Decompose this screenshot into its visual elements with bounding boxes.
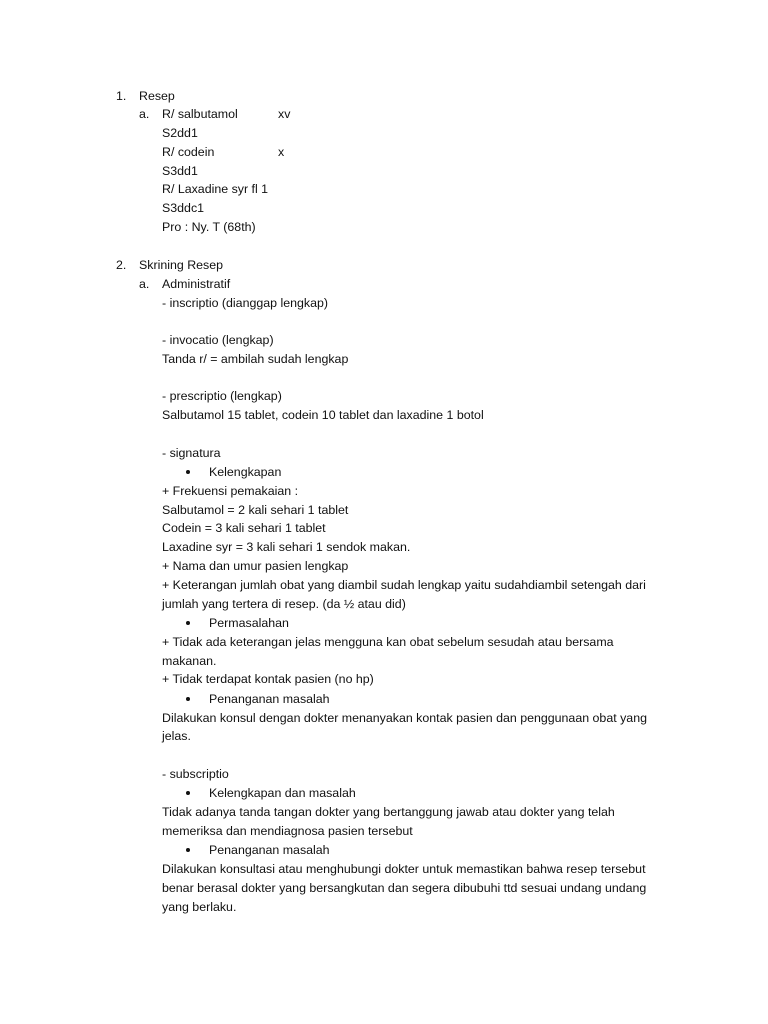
signatura-masalah-1a: + Tidak ada keterangan jelas mengguna kan obat sebelum sesudah atau bersama [162, 635, 614, 649]
rx-pro: Pro : Ny. T (68th) [162, 220, 256, 234]
signatura-masalah-1b: makanan. [162, 654, 217, 668]
signatura-bullet-kelengkapan: Kelengkapan [209, 465, 282, 479]
subscriptio-text-1: Tidak adanya tanda tangan dokter yang bertanggung jawab atau dokter yang telah [162, 805, 615, 819]
subscriptio-text-2: memeriksa dan mendiagnosa pasien tersebut [162, 824, 413, 838]
signatura-keterangan-1: + Keterangan jumlah obat yang diambil sudah lengkap yaitu sudahdiambil setengah dari [162, 578, 646, 592]
rx-signa-3: S3ddc1 [162, 201, 205, 215]
signatura-masalah-2: + Tidak terdapat kontak pasien (no hp) [162, 672, 374, 686]
bullet-icon [186, 697, 190, 701]
bullet-icon [186, 470, 190, 474]
signatura-keterangan-2: jumlah yang tertera di resep. (da ½ atau did) [162, 597, 406, 611]
prescriptio-line: - prescriptio (lengkap) [162, 389, 282, 403]
section2-title: Skrining Resep [139, 258, 224, 272]
rx-codein-qty: x [278, 145, 285, 159]
invocatio-line: - invocatio (lengkap) [162, 333, 274, 347]
signatura-bullet-penanganan: Penanganan masalah [209, 692, 330, 706]
bullet-icon [186, 621, 190, 625]
signatura-line: - signatura [162, 446, 221, 460]
section1-item-a-marker: a. [139, 107, 150, 121]
administratif-heading: Administratif [162, 277, 231, 291]
rx-salbutamol-qty: xv [278, 107, 291, 121]
rx-signa-1: S2dd1 [162, 126, 198, 140]
subscriptio-text-4: benar berasal dokter yang bersangkutan dan segera dibubuhi ttd sesuai undang undang [162, 881, 647, 895]
rx-signa-2: S3dd1 [162, 164, 198, 178]
subscriptio-text-3: Dilakukan konsultasi atau menghubungi dokter untuk memastikan bahwa resep tersebut [162, 862, 646, 876]
prescriptio-note: Salbutamol 15 tablet, codein 10 tablet dan laxadine 1 botol [162, 408, 484, 422]
signatura-penanganan-1: Dilakukan konsul dengan dokter menanyakan kontak pasien dan penggunaan obat yang [162, 711, 647, 725]
rx-codein: R/ codein [162, 145, 215, 159]
bullet-icon [186, 791, 190, 795]
signatura-codein: Codein = 3 kali sehari 1 tablet [162, 521, 326, 535]
section2-number: 2. [116, 258, 127, 272]
signatura-penanganan-2: jelas. [162, 729, 191, 743]
signatura-salbutamol: Salbutamol = 2 kali sehari 1 tablet [162, 503, 349, 517]
subscriptio-bullet-kelengkapan: Kelengkapan dan masalah [209, 786, 356, 800]
invocatio-note: Tanda r/ = ambilah sudah lengkap [162, 352, 349, 366]
section1-title: Resep [139, 89, 175, 103]
section1-number: 1. [116, 89, 127, 103]
subscriptio-line: - subscriptio [162, 767, 229, 781]
signatura-frekuensi: + Frekuensi pemakaian : [162, 484, 299, 498]
rx-laxadine: R/ Laxadine syr fl 1 [162, 182, 269, 196]
inscriptio-line: - inscriptio (dianggap lengkap) [162, 296, 328, 310]
section2-item-a-marker: a. [139, 277, 150, 291]
signatura-bullet-permasalahan: Permasalahan [209, 616, 289, 630]
signatura-laxadine: Laxadine syr = 3 kali sehari 1 sendok makan. [162, 540, 411, 554]
bullet-icon [186, 848, 190, 852]
subscriptio-text-5: yang berlaku. [162, 900, 237, 914]
subscriptio-bullet-penanganan: Penanganan masalah [209, 843, 330, 857]
signatura-nama: + Nama dan umur pasien lengkap [162, 559, 349, 573]
rx-salbutamol: R/ salbutamol [162, 107, 238, 121]
